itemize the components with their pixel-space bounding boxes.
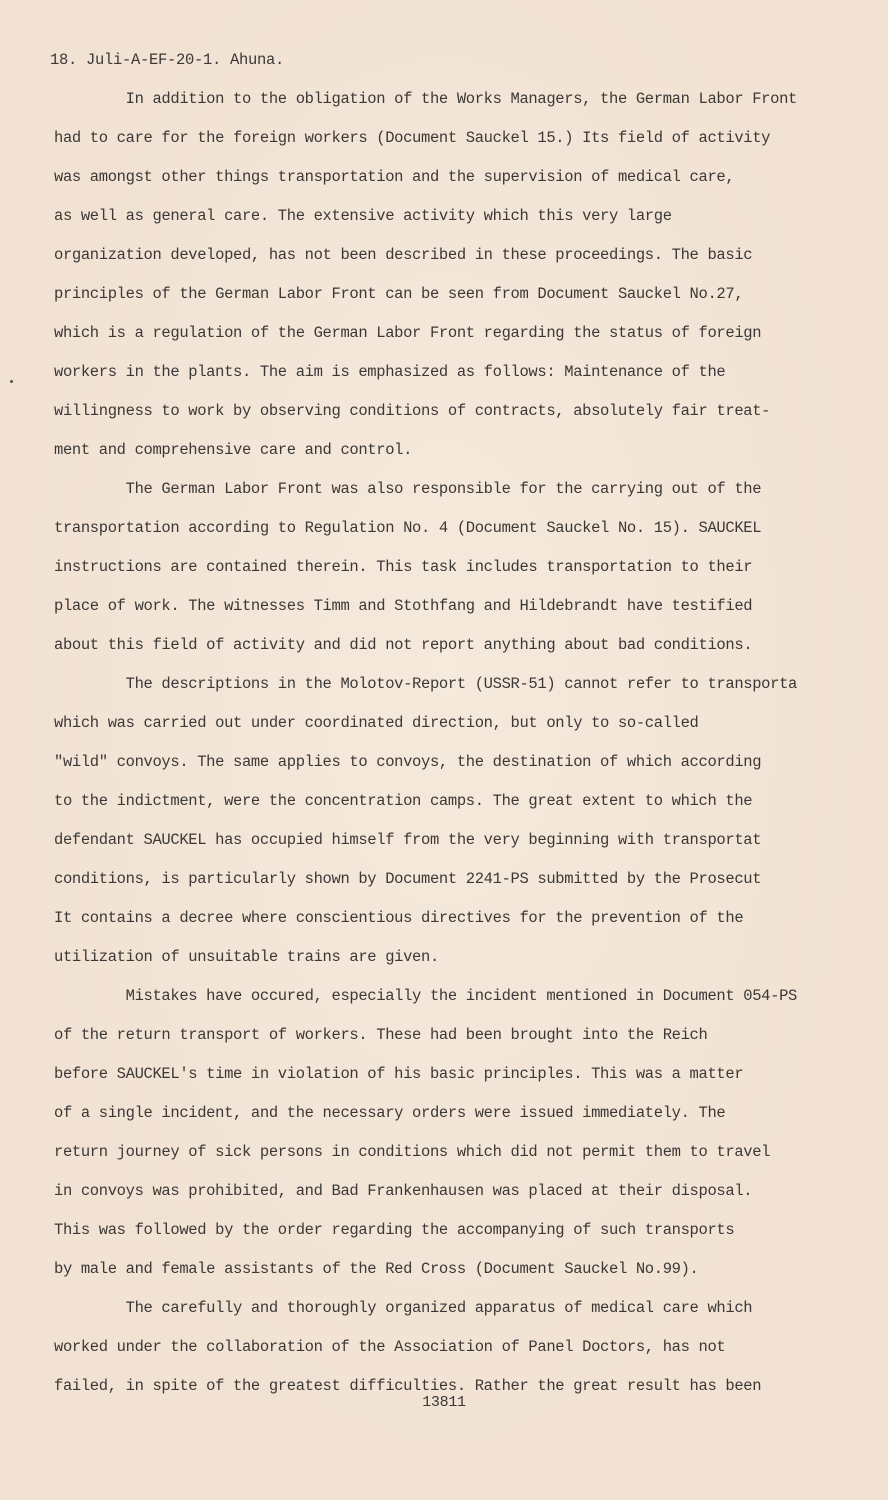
page-number: 13811 [422, 1394, 466, 1411]
text-line: It contains a decree where conscientious directives for the prevention of the [54, 909, 744, 927]
text-line: failed, in spite of the greatest difficulties. Rather the great result has been [54, 1377, 762, 1395]
text-line: instructions are contained therein. This task includes transportation to their [54, 558, 753, 576]
text-line: was amongst other things transportation and the supervision of medical care, [54, 168, 735, 186]
text-line: of the return transport of workers. These had been brought into the Reich [54, 1026, 708, 1044]
text-line: The descriptions in the Molotov-Report (USSR-51) cannot refer to transporta [54, 675, 797, 693]
text-line: place of work. The witnesses Timm and Stothfang and Hildebrandt have testified [54, 597, 753, 615]
text-line: In addition to the obligation of the Works Managers, the German Labor Front [54, 90, 797, 108]
text-line: The carefully and thoroughly organized apparatus of medical care which [54, 1299, 753, 1317]
text-line: of a single incident, and the necessary orders were issued immediately. The [54, 1104, 726, 1122]
text-line: Mistakes have occured, especially the incident mentioned in Document 054-PS [54, 987, 797, 1005]
text-line: before SAUCKEL's time in violation of his basic principles. This was a matter [54, 1065, 744, 1083]
text-line: by male and female assistants of the Red Cross (Document Sauckel No.99). [54, 1260, 699, 1278]
text-line: transportation according to Regulation No. 4 (Document Sauckel No. 15). SAUCKEL [54, 519, 762, 537]
text-line: organization developed, has not been described in these proceedings. The basic [54, 246, 753, 264]
margin-mark [10, 380, 13, 383]
body-text [54, 80, 854, 1406]
text-line: which was carried out under coordinated direction, but only to so-called [54, 714, 699, 732]
text-line: "wild" convoys. The same applies to convoys, the destination of which according [54, 753, 762, 771]
text-line: defendant SAUCKEL has occupied himself from the very beginning with transportat [54, 831, 762, 849]
text-line: about this field of activity and did not report anything about bad conditions. [54, 636, 753, 654]
text-line: workers in the plants. The aim is emphasized as follows: Maintenance of the [54, 363, 726, 381]
text-line: This was followed by the order regarding the accompanying of such transports [54, 1221, 735, 1239]
text-line: conditions, is particularly shown by Document 2241-PS submitted by the Prosecut [54, 870, 762, 888]
text-line: principles of the German Labor Front can be seen from Document Sauckel No.27, [54, 285, 744, 303]
text-line: had to care for the foreign workers (Document Sauckel 15.) Its field of activity [54, 129, 771, 147]
text-line: which is a regulation of the German Labor Front regarding the status of foreign [54, 324, 762, 342]
text-line: willingness to work by observing conditions of contracts, absolutely fair treat- [54, 402, 771, 420]
text-line: The German Labor Front was also responsible for the carrying out of the [54, 480, 762, 498]
text-line: as well as general care. The extensive activity which this very large [54, 207, 672, 225]
text-line: worked under the collaboration of the Association of Panel Doctors, has not [54, 1338, 726, 1356]
document-header-reference: 18. Juli-A-EF-20-1. Ahuna. [50, 51, 285, 69]
text-line: ment and comprehensive care and control. [54, 441, 413, 459]
text-line: in convoys was prohibited, and Bad Frankenhausen was placed at their disposal. [54, 1182, 753, 1200]
text-line: return journey of sick persons in conditions which did not permit them to travel [54, 1143, 771, 1161]
text-line: to the indictment, were the concentration camps. The great extent to which the [54, 792, 753, 810]
text-line: utilization of unsuitable trains are given. [54, 948, 439, 966]
